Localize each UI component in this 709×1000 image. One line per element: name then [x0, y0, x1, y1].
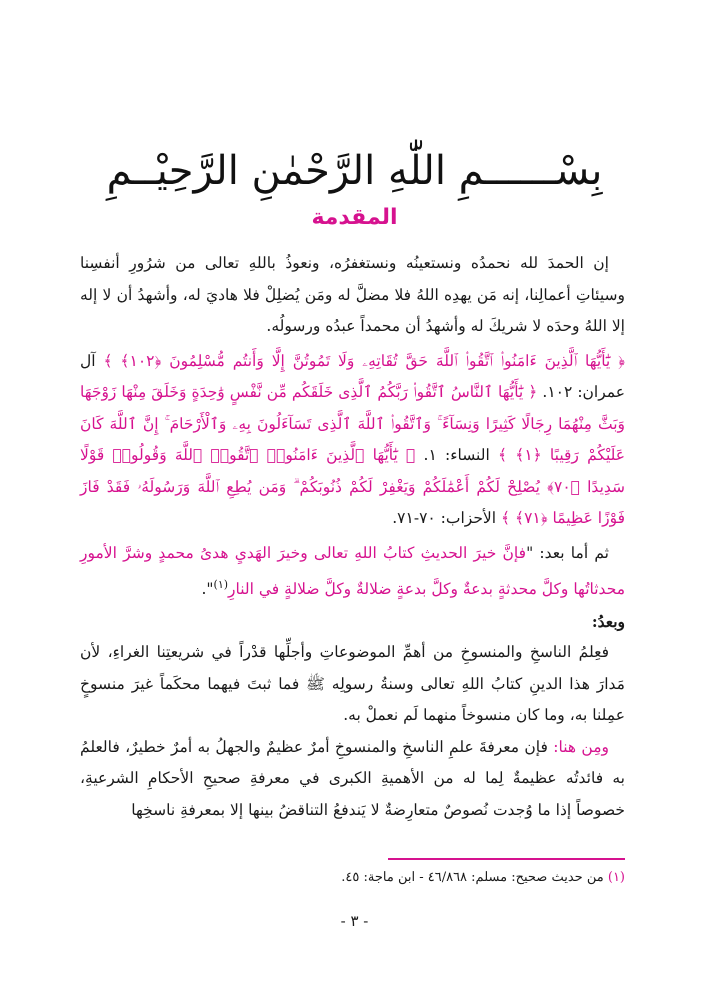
footnote-label: من حديث صحيح:: [511, 870, 604, 885]
basmala: بِسْــــــمِ اللّٰهِ الرَّحْمٰنِ الرَّحِيْــمِ: [106, 148, 603, 194]
naskh-paragraph: فعِلمُ الناسخِ والمنسوخِ من أهمِّ الموضوعاتِ وأجلِّها قدْراً في شريعتِنا الغراءِ، لأن مَدارَ هذا الدينِ كتابُ اللهِ تعالى وسنةُ رسولِه ﷺ فما ثبتَ فيهما محكَماً غيرَ منسوخٍ عمِلنا به، وما كان منسوخاً منهما لَم نعملْ به.: [80, 643, 625, 725]
ref-an-nisa: النساء: ١.: [423, 446, 490, 464]
hadith-paragraph: [80, 538, 625, 606]
ref-al-ahzab: الأحزاب: ٧٠-٧١.: [392, 509, 497, 527]
footnote-ref[interactable]: (١): [213, 578, 229, 591]
intro-paragraph: إن الحمدَ لله نحمدُه ونستعينُه ونستغفرُه، ونعوذُ باللهِ تعالى من شرُورِ أنفسِنا وسيئاتِ أعمالِنا، إنه مَن يهدِه اللهُ فلا مضلَّ له ومَن يُضلِلْ فلا هاديَ له، وأشهدُ أن لا إله إلا اللهُ وحدَه لا شريكَ له وأشهدُ أن محمداً عبدُه ورسولُه.: [80, 254, 625, 335]
ayah-al-ahzab: ﴿ يَٰٓأَيُّهَا ٱلَّذِينَ ءَامَنُوا۟ ٱتَّقُوا۟ ٱللَّهَ وَقُولُوا۟ قَوْلًا سَدِيدًا ﴿٧٠﴾ يُصْلِحْ لَكُمْ أَعْمَٰلَكُمْ وَيَغْفِرْ لَكُمْ ذُنُوبَكُمْ ۗ وَمَن يُطِعِ ٱللَّهَ وَرَسُولَهُۥ فَقَدْ فَازَ فَوْزًا عَظِيمًا ﴿٧١﴾ ﴾: [80, 446, 626, 527]
footnote-mark: (١): [607, 870, 625, 885]
footnote-text: مسلم: ٤٦/٨٦٨ - ابن ماجة: ٤٥.: [341, 870, 508, 885]
hadith-lead: ثم أما بعد: ": [526, 543, 609, 562]
footnote: [80, 870, 625, 885]
ayah-al-imran: ﴿ يَٰٓأَيُّهَا ٱلَّذِينَ ءَامَنُوا۟ ٱتَّقُوا۟ ٱللَّهَ حَقَّ تُقَاتِهِۦ وَلَا تَمُوتُنَّ إِلَّا وَأَنتُم مُّسْلِمُونَ ﴿١٠٢﴾ ﴾: [103, 351, 625, 370]
importance-paragraph: [80, 732, 625, 827]
hadith-end: ".: [201, 580, 214, 599]
importance-lead: ومِن هنا:: [553, 737, 609, 756]
page-title: المقدمة: [311, 205, 398, 230]
page-number: - ٣ -: [340, 912, 369, 930]
ayat-paragraph: [80, 346, 625, 535]
footnote-separator: [388, 858, 625, 860]
body-text: [80, 248, 625, 826]
ref-al-imran: آل عمران: ١٠٢.: [80, 351, 625, 401]
importance-text: فإن معرفةَ علمِ الناسخِ والمنسوخِ أمرٌ عظيمٌ والجهلُ به أمرٌ خطيرٌ، فالعلمُ به فائدتُه عظيمةٌ لِما له من الأهميةِ الكبرى في معرفةِ صحيحِ الأحكامِ الشرعيةِ، خصوصاً إذا ما وُجدت نُصوصٌ متعارِضةٌ لا يَندفعُ التناقضُ بينها إلا بمعرفةِ ناسخِها: [80, 737, 625, 819]
ayah-an-nisa: ﴿ يَٰٓأَيُّهَا ٱلنَّاسُ ٱتَّقُوا۟ رَبَّكُمُ ٱلَّذِى خَلَقَكُم مِّن نَّفْسٍ وَٰحِدَةٍ وَخَلَقَ مِنْهَا زَوْجَهَا وَبَثَّ مِنْهُمَا رِجَالًا كَثِيرًا وَنِسَآءً ۚ وَٱتَّقُوا۟ ٱللَّهَ ٱلَّذِى تَسَآءَلُونَ بِهِۦ وَٱلْأَرْحَامَ ۚ إِنَّ ٱللَّهَ كَانَ عَلَيْكُمْ رَقِيبًا ﴿١﴾ ﴾: [80, 383, 626, 464]
waba3d-heading: وبعدُ:: [591, 611, 625, 631]
hadith-quote: فإنَّ خيرَ الحديثِ كتابُ اللهِ تعالى وخيرَ الهَديِ هدىُ محمدٍ وشرَّ الأمورِ محدثاتُها وكلَّ محدثةٍ بدعةٌ وكلَّ بدعةٍ ضلالةٌ وكلَّ ضلالةٍ في النارِ: [80, 543, 625, 599]
